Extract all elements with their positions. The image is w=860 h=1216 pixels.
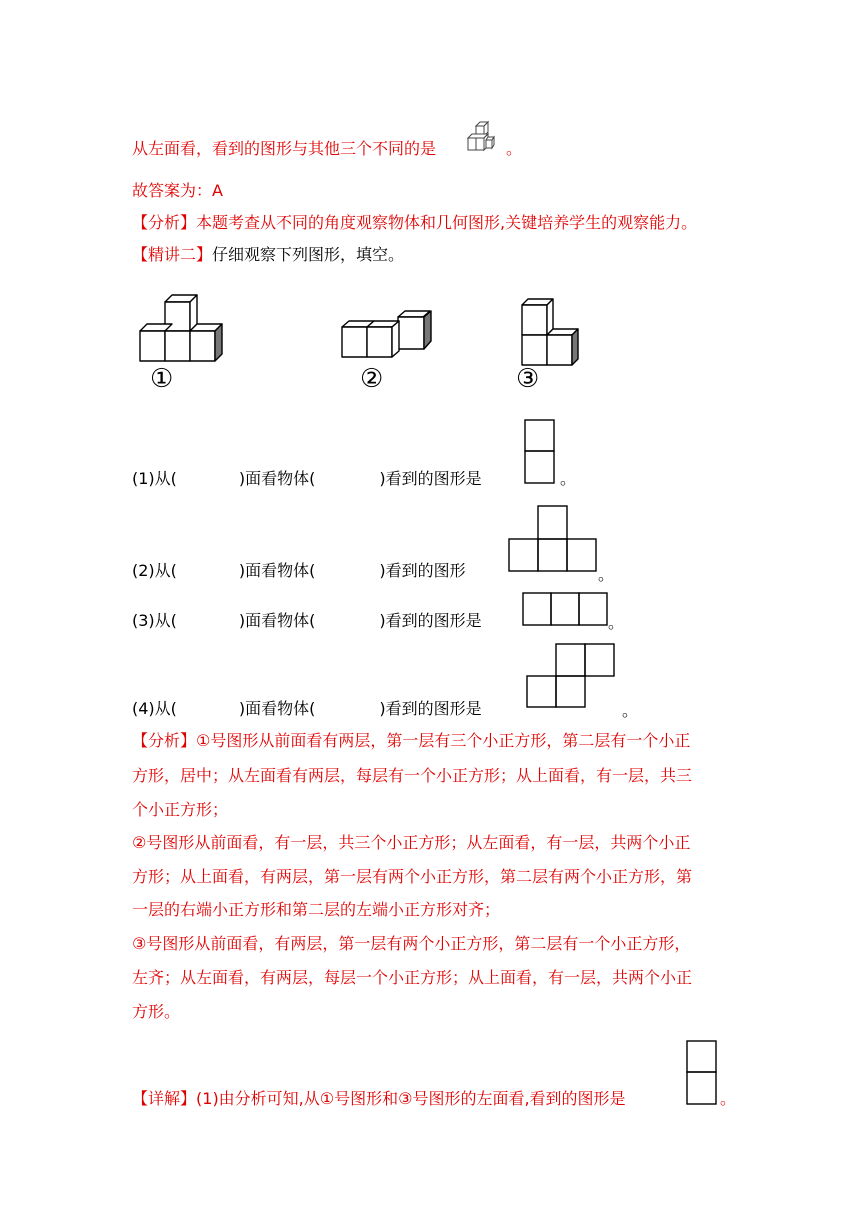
detail-shape	[686, 1040, 718, 1106]
question-4-num: (4)	[132, 699, 155, 718]
question-4-pre: 从(	[154, 699, 177, 718]
figure-3-cubes	[520, 297, 584, 369]
question-3-post: )看到的图形是	[379, 611, 482, 630]
figure-1-label: ①	[150, 364, 174, 394]
analysis-2-line-8: 左齐；从左面看，有两层，每层一个小正方形；从上面看，有一层，共两个小正	[132, 968, 693, 987]
question-1-end: 。	[560, 469, 577, 488]
question-2	[132, 560, 466, 582]
question-4-mid: )面看物体(	[238, 699, 316, 718]
question-3	[132, 610, 482, 632]
lecture-text: 仔细观察下列图形，填空。	[212, 245, 405, 264]
question-3-mid: )面看物体(	[238, 611, 316, 630]
answer-intro-text: 从左面看，看到的图形与其他三个不同的是	[132, 139, 437, 158]
figure-2-label: ②	[360, 364, 384, 394]
answer-intro	[132, 138, 436, 160]
analysis-2-line-5: 方形；从上面看，有两层，第一层有两个小正方形，第二层有两个小正方形，第	[132, 867, 693, 886]
analysis-2-line-6: 一层的右端小正方形和第二层的左端小正方形对齐；	[132, 900, 501, 919]
question-2-mid: )面看物体(	[238, 561, 316, 580]
detail-text: (1)由分析可知,从①号图形和③号图形的左面看,看到的图形是	[196, 1089, 626, 1108]
question-3-pre: 从(	[154, 611, 177, 630]
detail-tag: 【详解】	[132, 1089, 197, 1108]
analysis-2-tag: 【分析】	[132, 731, 197, 750]
detail-line	[132, 1088, 626, 1110]
question-2-pre: 从(	[154, 561, 177, 580]
question-4	[132, 698, 482, 720]
detail-end: 。	[720, 1089, 737, 1108]
analysis-2-line-7: ③号图形从前面看，有两层，第一层有两个小正方形，第二层有一个小正方形，	[132, 934, 691, 953]
question-4-end: 。	[622, 701, 639, 720]
cube-answer-icon	[464, 118, 498, 156]
lecture-heading	[132, 244, 404, 266]
analysis-2-text-1: ①号图形从前面看有两层，第一层有三个小正方形，第二层有一个小正	[196, 731, 691, 750]
question-2-end: 。	[598, 565, 615, 584]
question-1	[132, 468, 482, 490]
question-3-end: 。	[608, 613, 625, 632]
figure-1-cubes	[138, 295, 230, 365]
question-1-num: (1)	[132, 469, 155, 488]
question-1-post: )看到的图形是	[379, 469, 482, 488]
question-3-shape	[522, 592, 610, 628]
analysis-2-line-1	[132, 730, 690, 752]
answer-line: 故答案为：A	[132, 181, 223, 200]
figure-2-cubes	[340, 309, 436, 359]
analysis-2-line-9: 方形。	[132, 1002, 181, 1021]
analysis-1-text: 本题考查从不同的角度观察物体和几何图形,关键培养学生的观察能力。	[196, 213, 698, 232]
question-4-shape	[526, 643, 616, 709]
question-2-shape	[508, 505, 598, 573]
question-3-num: (3)	[132, 611, 155, 630]
question-1-mid: )面看物体(	[238, 469, 316, 488]
analysis-2-line-3: 个小正方形；	[132, 800, 229, 819]
question-2-num: (2)	[132, 561, 155, 580]
analysis-2-line-4: ②号图形从前面看，有一层，共三个小正方形；从左面看，有一层，共两个小正	[132, 833, 691, 852]
analysis-2-line-2: 方形，居中；从左面看有两层，每层有一个小正方形；从上面看，有一层，共三	[132, 766, 693, 785]
answer-period: 。	[506, 139, 523, 158]
analysis-1-tag: 【分析】	[132, 213, 197, 232]
question-2-post: )看到的图形	[379, 561, 466, 580]
question-4-post: )看到的图形是	[379, 699, 482, 718]
analysis-1	[132, 212, 697, 234]
figure-3-label: ③	[516, 364, 540, 394]
question-1-shape	[524, 419, 556, 485]
lecture-tag: 【精讲二】	[132, 245, 213, 264]
question-1-pre: 从(	[154, 469, 177, 488]
